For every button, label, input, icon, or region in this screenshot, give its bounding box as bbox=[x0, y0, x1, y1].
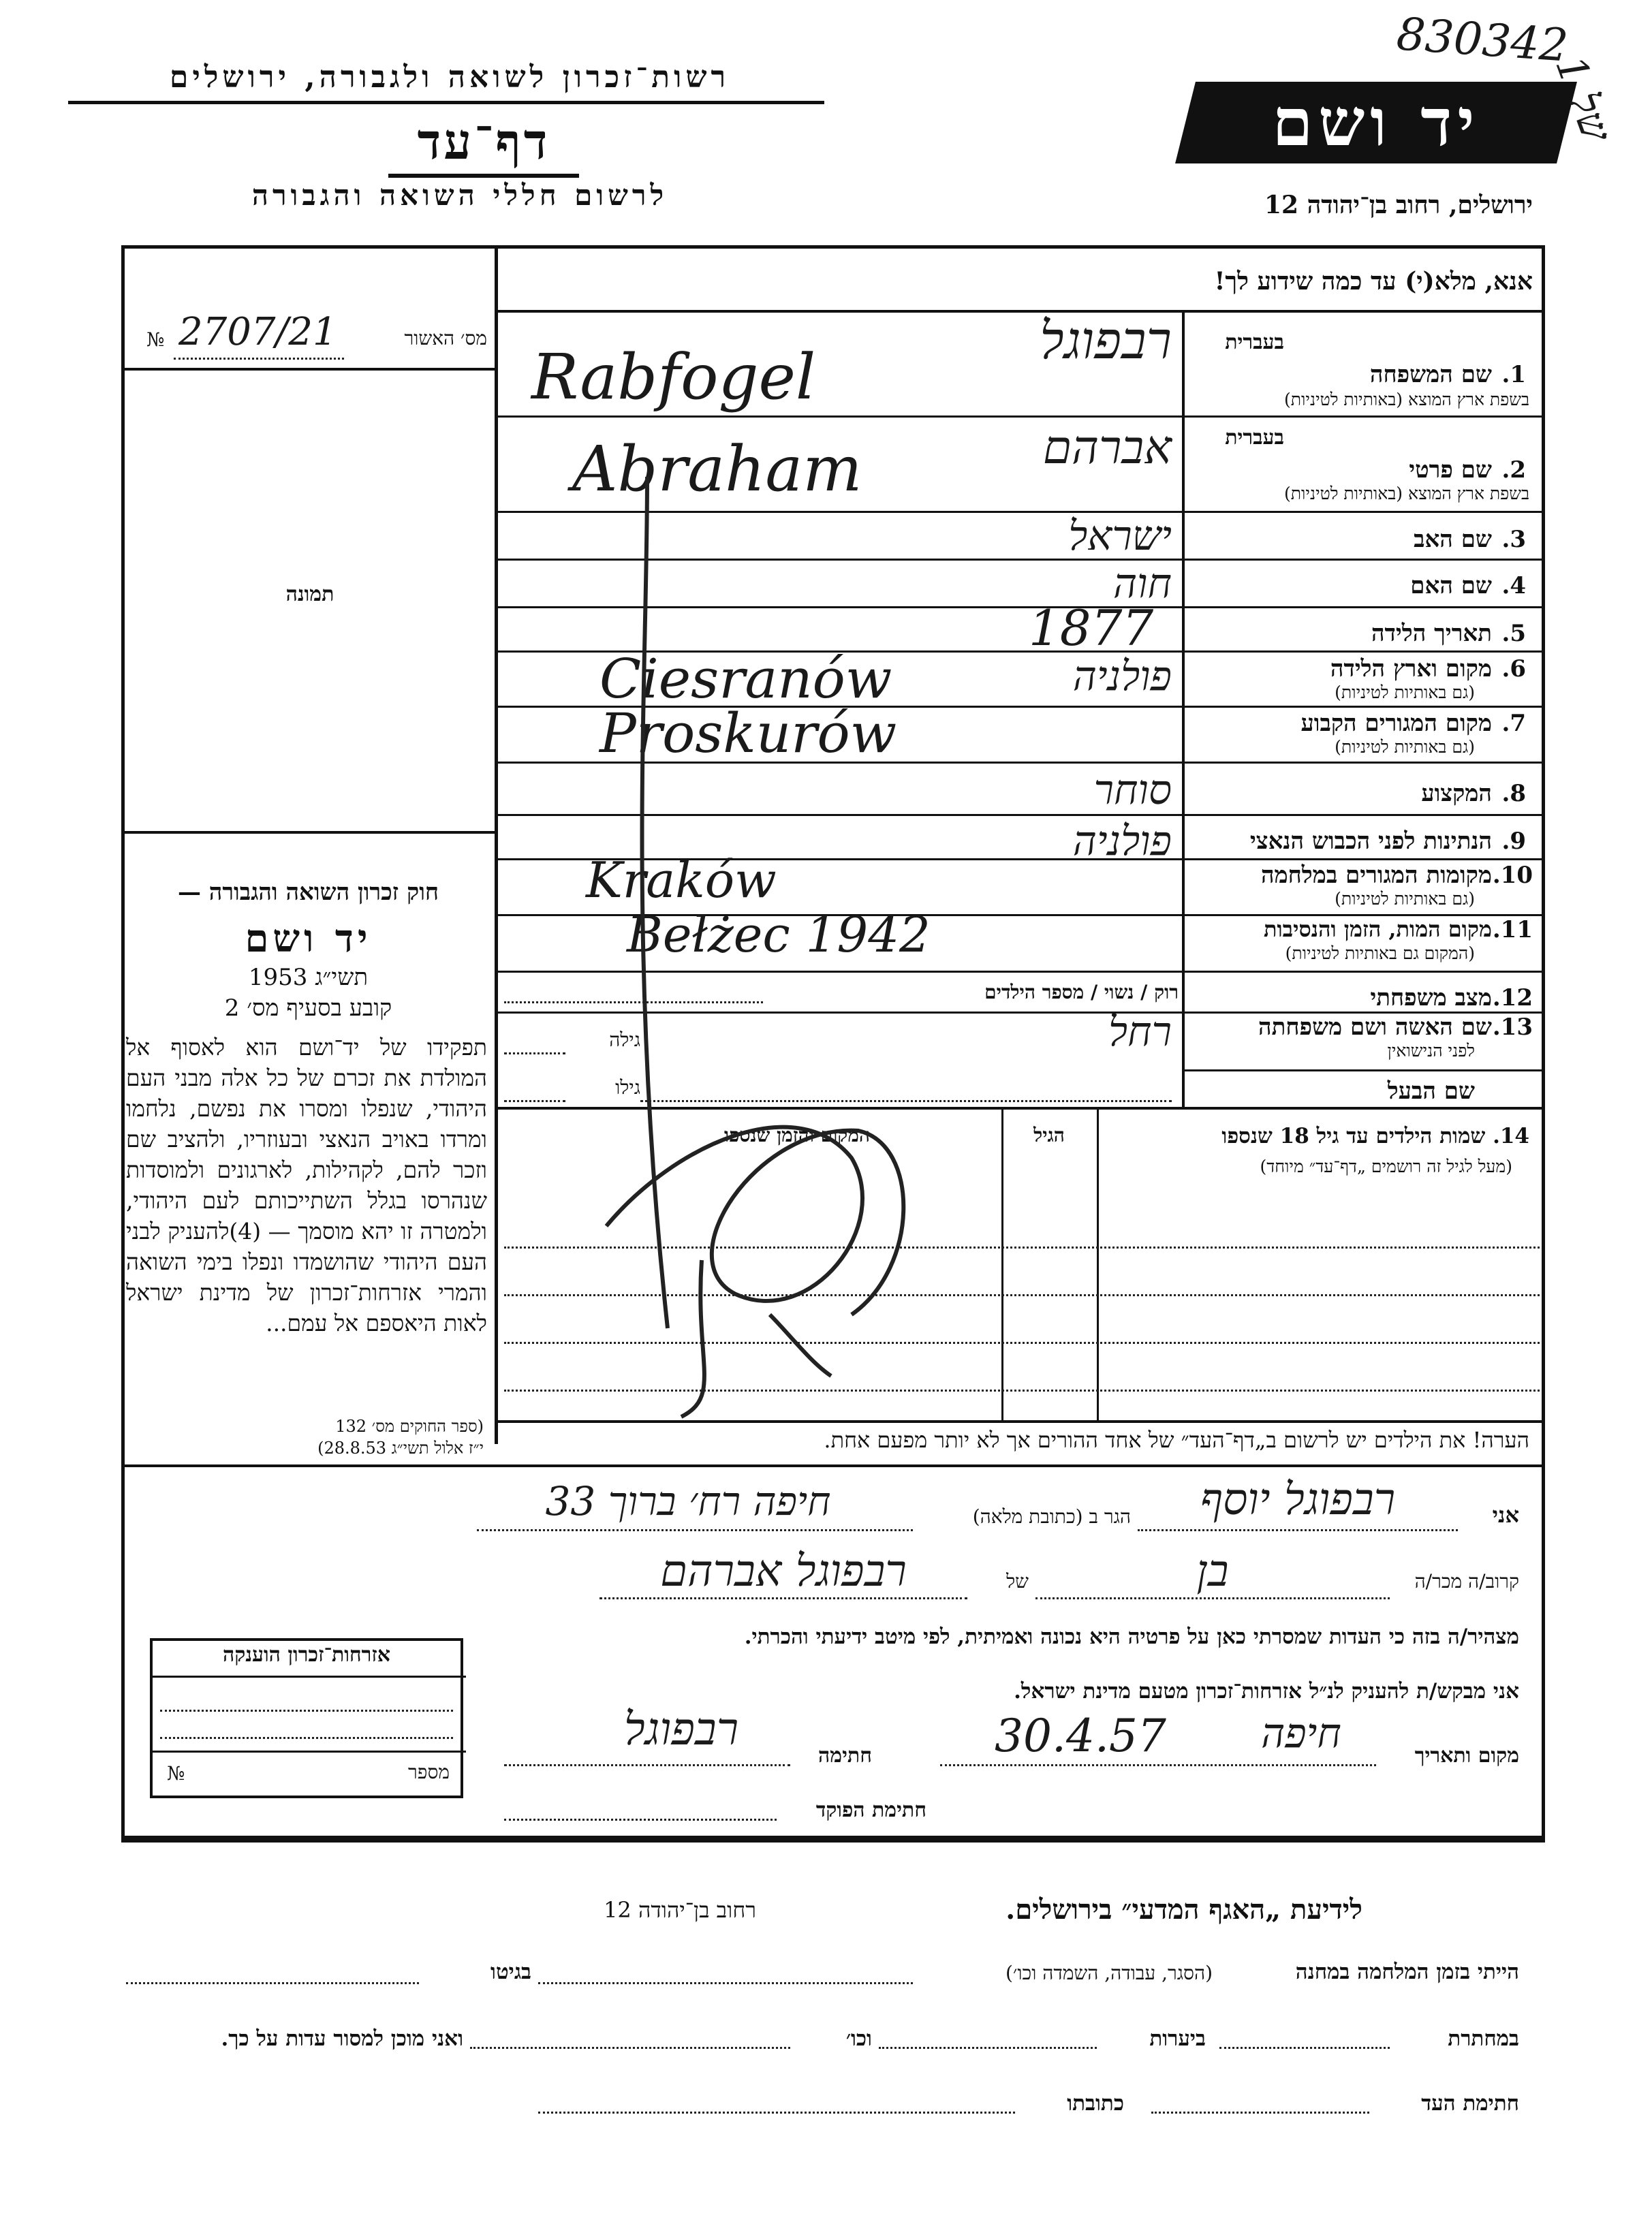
field-9-value: פולניה bbox=[1072, 817, 1172, 865]
citizenship-line-2 bbox=[160, 1737, 453, 1739]
field-13-value: רחל bbox=[1108, 1008, 1172, 1056]
field-3-value: ישראל bbox=[1068, 512, 1172, 560]
approval-number: 2707/21 bbox=[178, 310, 337, 354]
field-11-num: 11. bbox=[1492, 916, 1533, 943]
footer-witness-sig-label: חתימת העד bbox=[1421, 2091, 1519, 2116]
decl-date-value: 30.4.57 bbox=[995, 1710, 1166, 1762]
decl-request: אני מבקש/ת להעניק לנ״ל אזרחות־זכרון מטעם מדינת ישראל. bbox=[1014, 1679, 1519, 1704]
left-panel-divider bbox=[495, 245, 498, 1444]
note-bottom-divider bbox=[121, 1464, 1545, 1467]
yad-vashem-logo-text: יד ושם bbox=[1272, 84, 1480, 161]
children-title: 14. שמות הילדים עד גיל 18 שנספו bbox=[1221, 1124, 1529, 1148]
footer-camp-line bbox=[538, 1982, 913, 1984]
decl-statement: מצהיר/ה בזה כי העדות שמסרתי כאן על פרטיה היא נכונה ואמיתית, לפי מיטב ידיעתי והכרתי. bbox=[744, 1625, 1519, 1649]
decl-of-value: רבפוגל אברהם bbox=[660, 1546, 907, 1597]
field-10-sub: (גם באותיות לטיניות) bbox=[1335, 889, 1475, 909]
decl-i-value: רבפוגל יוסף bbox=[1200, 1475, 1396, 1525]
children-place-header: המקום והזמן שנספו bbox=[724, 1124, 870, 1146]
approval-line bbox=[174, 358, 344, 360]
field-6-sub: (גם באותיות לטיניות) bbox=[1335, 683, 1475, 702]
wife-age-line bbox=[504, 1052, 565, 1054]
form-subtitle: לרשום חללי השואה והגבורה bbox=[251, 178, 668, 212]
decl-of-line bbox=[599, 1597, 967, 1599]
law-name: יד ושם bbox=[245, 916, 372, 961]
decl-residing-label: הגר ב (כתובת מלאה) bbox=[972, 1505, 1131, 1528]
field-2-latin-value: Abraham bbox=[572, 433, 862, 505]
decl-address-line bbox=[477, 1529, 913, 1531]
footer-forests-label: ביערות bbox=[1149, 2026, 1206, 2051]
field-5-num: 5. bbox=[1501, 620, 1526, 647]
citizenship-title: אזרחות־זכרון הוענקה bbox=[222, 1643, 391, 1667]
footer-ghetto-label: בגיטו bbox=[490, 1960, 531, 1984]
law-title: חוק זכרון השואה והגבורה — bbox=[177, 879, 439, 906]
field-4-value: חוה bbox=[1112, 560, 1172, 608]
field-8-value: סוחר bbox=[1093, 766, 1172, 814]
hebrew-label-1: בעברית bbox=[1225, 330, 1284, 354]
field-13-label: שם האשה ושם משפחתה bbox=[1258, 1014, 1492, 1041]
decl-relative-label: קרוב/ה מכר/ה bbox=[1414, 1570, 1519, 1593]
field-3-num: 3. bbox=[1501, 526, 1526, 553]
field-8-num: 8. bbox=[1501, 780, 1526, 807]
field-8-label: המקצוע bbox=[1421, 780, 1492, 807]
row-divider bbox=[1182, 1069, 1545, 1071]
citizenship-number-symbol: № bbox=[167, 1762, 185, 1785]
decl-place-value: חיפה bbox=[1261, 1710, 1341, 1757]
field-6-num: 6. bbox=[1501, 655, 1526, 683]
cross-out-scribble bbox=[565, 477, 1056, 1430]
row-divider bbox=[495, 416, 1545, 418]
field-2-num: 2. bbox=[1501, 456, 1526, 484]
footer-etc-label: וכו׳ bbox=[845, 2026, 872, 2051]
footer-ghetto-line bbox=[126, 1982, 419, 1984]
decl-relative-line bbox=[1035, 1597, 1390, 1599]
field-7-num: 7. bbox=[1501, 710, 1526, 737]
decl-of-label: של bbox=[1006, 1570, 1029, 1593]
field-12-label: מצב משפחתי bbox=[1370, 984, 1492, 1012]
field-9-label: הנתינות לפני הכבוש הנאצי bbox=[1249, 828, 1492, 855]
footer-ready-label: ואני מוכן למסור עדות על כך. bbox=[221, 2026, 463, 2051]
field-11-sub: (המקום גם באותיות לטיניות) bbox=[1285, 943, 1475, 963]
field-2-hebrew-value: אברהם bbox=[1042, 421, 1172, 475]
decl-signature-value: רבפוגל bbox=[623, 1703, 739, 1755]
decl-signature-line bbox=[504, 1764, 790, 1766]
corner-mark: של 1 bbox=[1546, 49, 1621, 148]
decl-i-label: אני bbox=[1492, 1502, 1519, 1528]
authority-name: רשות־זכרון לשואה ולגבורה, ירושלים bbox=[169, 60, 730, 95]
footer-forests-line bbox=[879, 2047, 1097, 2049]
husband-label: שם הבעל bbox=[1387, 1078, 1475, 1105]
field-13-num: 13. bbox=[1492, 1014, 1533, 1041]
law-reference-1: (ספר החוקים מס׳ 132 bbox=[335, 1417, 484, 1436]
label-column-divider bbox=[1182, 310, 1185, 1107]
field-7-label: מקום המגורים הקבוע bbox=[1300, 710, 1492, 737]
footer-camp-types: (הסגר, עבודה, השמדה וכו׳) bbox=[1005, 1962, 1213, 1984]
field-6-latin-value: Ciesranów bbox=[599, 647, 892, 710]
form-intro: אנא, מלא(י) עד כמה שידוע לך! bbox=[1214, 267, 1533, 296]
field-2-label: שם פרטי bbox=[1409, 456, 1492, 484]
husband-age-line bbox=[504, 1100, 565, 1102]
citizenship-number-label: מספר bbox=[408, 1761, 450, 1783]
approval-no-symbol: № bbox=[146, 328, 165, 351]
form-title: דף־עד bbox=[417, 112, 550, 170]
footer-address: רחוב בן־יהודה 12 bbox=[604, 1897, 756, 1923]
photo-bottom-divider bbox=[121, 831, 495, 834]
decl-relative-value: בן bbox=[1196, 1546, 1229, 1597]
field-11-latin-value: Bełżec 1942 bbox=[627, 906, 931, 963]
field-7-sub: (גם באותיות לטיניות) bbox=[1335, 737, 1475, 757]
decl-place-date-label: מקום ותאריך bbox=[1414, 1744, 1519, 1768]
field-1-label: שם המשפחה bbox=[1369, 361, 1492, 388]
field-1-hebrew-value: רבפוגל bbox=[1040, 310, 1172, 371]
children-col-divider-2 bbox=[1097, 1107, 1099, 1420]
field-13-sub: לפני הנישואין bbox=[1387, 1041, 1475, 1061]
citizenship-line-1 bbox=[160, 1710, 453, 1712]
field-6-hebrew-value: פולניה bbox=[1072, 653, 1172, 700]
footer-divider bbox=[121, 1839, 1545, 1843]
decl-officer-label: חתימת הפוקד bbox=[815, 1798, 926, 1822]
field-7-latin-value: Proskurów bbox=[599, 702, 897, 765]
footer-etc-line bbox=[470, 2047, 790, 2049]
footer-hiding-label: במחתרת bbox=[1448, 2026, 1519, 2051]
field-10-num: 10. bbox=[1492, 862, 1533, 889]
law-text: תפקידו של יד־ושם הוא לאסוף אל המולדת את זכרם של כל אלה מבני העם היהודי, שנפלו ומסרו את נפשם, נלחמו ומרדו באויב הנאצי ובעוזריו, ולהציב שם וזכר להם, לקהילות, לארגונים ולמוסדות שנהרסו בגלל השתייכותם לעם היהודי, ולמטרה זו יהא מוסמך — (4)להעניק לבני העם היהודי שהושמדו ונפלו בימי השואה והמרי אזרחות־זכרון של מדינת ישראל לאות היאספם אל עמם... bbox=[126, 1034, 487, 1336]
field-1-sub: בשפת ארץ המוצא (באותיות לטיניות) bbox=[1284, 390, 1529, 409]
header-address: ירושלים, רחוב בן־יהודה 12 bbox=[1264, 191, 1533, 219]
field-1-latin-value: Rabfogel bbox=[531, 341, 816, 413]
footer-address-line bbox=[538, 2112, 1015, 2114]
field-4-label: שם האם bbox=[1410, 572, 1492, 599]
field-10-label: מקומות המגורים במלחמה bbox=[1260, 862, 1492, 889]
field-10-latin-value: Kraków bbox=[586, 851, 777, 909]
decl-place-date-line bbox=[940, 1764, 1376, 1766]
footer-hiding-line bbox=[1219, 2047, 1390, 2049]
law-year: תשי״ג 1953 bbox=[248, 964, 369, 991]
children-age-header: הגיל bbox=[1033, 1124, 1065, 1146]
note-text: הערה! את הילדים יש לרשום ב„דף־העד״ של אחד ההורים אך לא יותר מפעם אחת. bbox=[824, 1427, 1529, 1453]
husband-age-label: גילו bbox=[615, 1076, 640, 1099]
field-1-num: 1. bbox=[1501, 361, 1526, 388]
photo-label: תמונה bbox=[285, 582, 334, 606]
children-sub: (מעל לגיל זה רושמים „דף־עד״ מיוחד) bbox=[1260, 1157, 1512, 1176]
field-9-num: 9. bbox=[1501, 828, 1526, 855]
field-4-num: 4. bbox=[1501, 572, 1526, 599]
citizenship-number-divider bbox=[150, 1751, 466, 1753]
approval-label: מס׳ האשור bbox=[404, 327, 487, 349]
footer-camp-label: הייתי בזמן המלחמה במחנה bbox=[1295, 1960, 1519, 1984]
archive-number: 830342 bbox=[1394, 7, 1570, 72]
title-underline bbox=[388, 174, 579, 178]
field-12-num: 12. bbox=[1492, 984, 1533, 1012]
citizenship-title-underline bbox=[150, 1676, 466, 1678]
field-6-label: מקום וארץ הלידה bbox=[1330, 655, 1492, 683]
footer-witness-sig-line bbox=[1151, 2112, 1369, 2114]
field-11-label: מקום המות, הזמן והנסיבות bbox=[1263, 916, 1492, 942]
field-2-sub: בשפת ארץ המוצא (באותיות לטיניות) bbox=[1284, 484, 1529, 503]
decl-i-line bbox=[1138, 1529, 1458, 1531]
footer-address-label: כתובתו bbox=[1067, 2091, 1124, 2116]
marital-options: רוק / נשוי / מספר הילדים bbox=[984, 981, 1179, 1003]
field-5-label: תאריך הלידה bbox=[1371, 620, 1492, 647]
note-top-divider bbox=[495, 1420, 1545, 1423]
wife-age-label: גילה bbox=[609, 1029, 640, 1051]
field-3-label: שם האב bbox=[1414, 526, 1492, 553]
field-5-value: 1877 bbox=[1029, 599, 1154, 657]
authority-underline bbox=[68, 101, 824, 104]
hebrew-label-2: בעברית bbox=[1225, 426, 1284, 450]
law-reference-2: י״ז אלול תשי״ג 28.8.53) bbox=[317, 1439, 484, 1458]
decl-signature-label: חתימה bbox=[818, 1744, 872, 1768]
decl-officer-line bbox=[504, 1819, 777, 1821]
decl-address-value: חיפה רח׳ ברוך 33 bbox=[545, 1478, 831, 1524]
footer-heading: לידיעת „האגף המדעי״ בירושלים. bbox=[1006, 1894, 1362, 1926]
approval-divider bbox=[121, 368, 495, 371]
law-clause: קובע בסעיף מס׳ 2 bbox=[224, 994, 392, 1022]
